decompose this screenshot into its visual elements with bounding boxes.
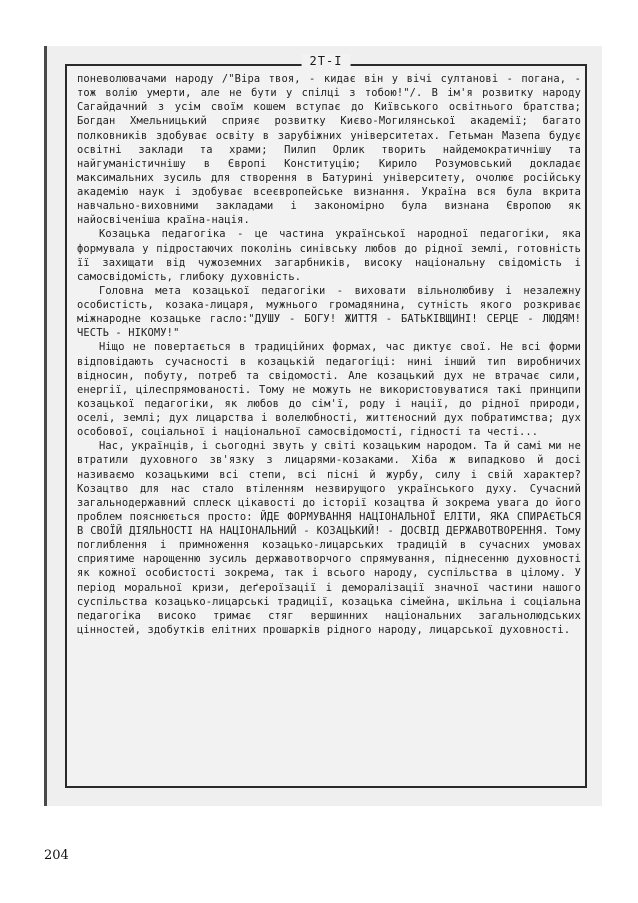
- page-tag: 2Т-І: [302, 54, 351, 68]
- typed-text-body: [77, 72, 581, 782]
- paragraph-5: Нас, українців, і сьогодні звуть у світі козацьким народом. Та й самі ми не втратили духовного зв'язку з лицарями-козаками. Хіба ж випадково й досі називаємо козацькими всі степи, всі пісні й журбу, силу і свій характер? Козацтво для нас стало втіленням незвирущого українського духу. Сучасний загальнодержавний сплеск цікавості до історії козацтва й зокрема увага до його проблем пояснюється просто: ЙДЕ ФОРМУВАННЯ НАЦІОНАЛЬНОЇ ЕЛІТИ, ЯКА СПИРАЄТЬСЯ В СВОЇЙ ДІЯЛЬНОСТІ НА НАЦІОНАЛЬНИЙ - КОЗАЦЬКИЙ! - ДОСВІД ДЕРЖАВОТВОРЕННЯ. Тому поглиблення і примноження козацько-лицарських традицій в сучасних умовах сприятиме нарощенню зусиль державотворчого спрямування, піднесенню духовності як кожної особистості зокрема, так і всього народу, суспільства в цілому. У період моральної кризи, деґероїзації і деморалізації значної частини нашого суспільства козацько-лицарські традиції, козацька сімейна, шкільна і соціальна педагогіка високо тримає стяг вершинних національних загальнолюдських цінностей, здобутків елітних прошарків рідного народу, лицарської духовності.: [77, 440, 581, 636]
- page-number: 204: [44, 848, 69, 863]
- paragraph-3: Головна мета козацької педагогіки - виховати вільнолюбиву і незалежну особистість, козака-лицаря, мужнього громадянина, сутність якого розкриває міжнародне козацьке гасло:"ДУШУ - БОГУ! ЖИТТЯ - БАТЬКІВЩИНІ! СЕРЦЕ - ЛЮДЯМ! ЧЕСТЬ - НІКОМУ!": [77, 284, 581, 340]
- paragraph-1: поневолювачами народу /"Віра твоя, - кидає він у вічі султанові - погана, - тож волію умерти, але не бути у спілці з тобою!"/. В ім'я розвитку народу Сагайдачний з усім своїм кошем вступає до Київського освітнього братства; Богдан Хмельницький сприяє розвитку Києво-Могилянської академії; багато полковників здобуває освіту в зарубіжних університетах. Гетьман Мазепа будує освітні заклади та храми; Пилип Орлик творить найдемократичнішу та найгуманістичнішу в Європі Конституцію; Кирило Розумовський докладає максимальних зусиль для створення в Батурині університету, очолює російську академію наук і здобуває всеєвропейське визнання. Україна вся була вкрита навчально-виховними закладами і закономірно була визнана Європою як найосвіченіша країна-нація.: [77, 73, 581, 227]
- typed-text-frame: [65, 54, 587, 788]
- scanned-page: [44, 46, 602, 806]
- paragraph-2: Козацька педагогіка - це частина української народної педагогіки, яка формувала у підростаючих поколінь синівську любов до рідної землі, готовність її захищати від чужоземних загарбників, високу національну свідомість і самосвідомість, глибоку духовність.: [77, 228, 581, 283]
- paragraph-4: Ніщо не повертається в традиційних формах, час диктує свої. Не всі форми відповідають сучасності в козацькій педагогіці: нині інший тип виробничих відносин, побуту, потреб та свідомості. Але козацький дух не втрачає сили, енергії, цілеспрямованості. Тому не можуть не використовуватися такі принципи козацької педагогіки, як любов до сім'ї, роду і нації, до рідної природи, оселі, землі; дух лицарства і волелюбності, життєносний дух побратимства; дух особової, соціальної і національної самосвідомості, гідності та честі...: [77, 341, 581, 439]
